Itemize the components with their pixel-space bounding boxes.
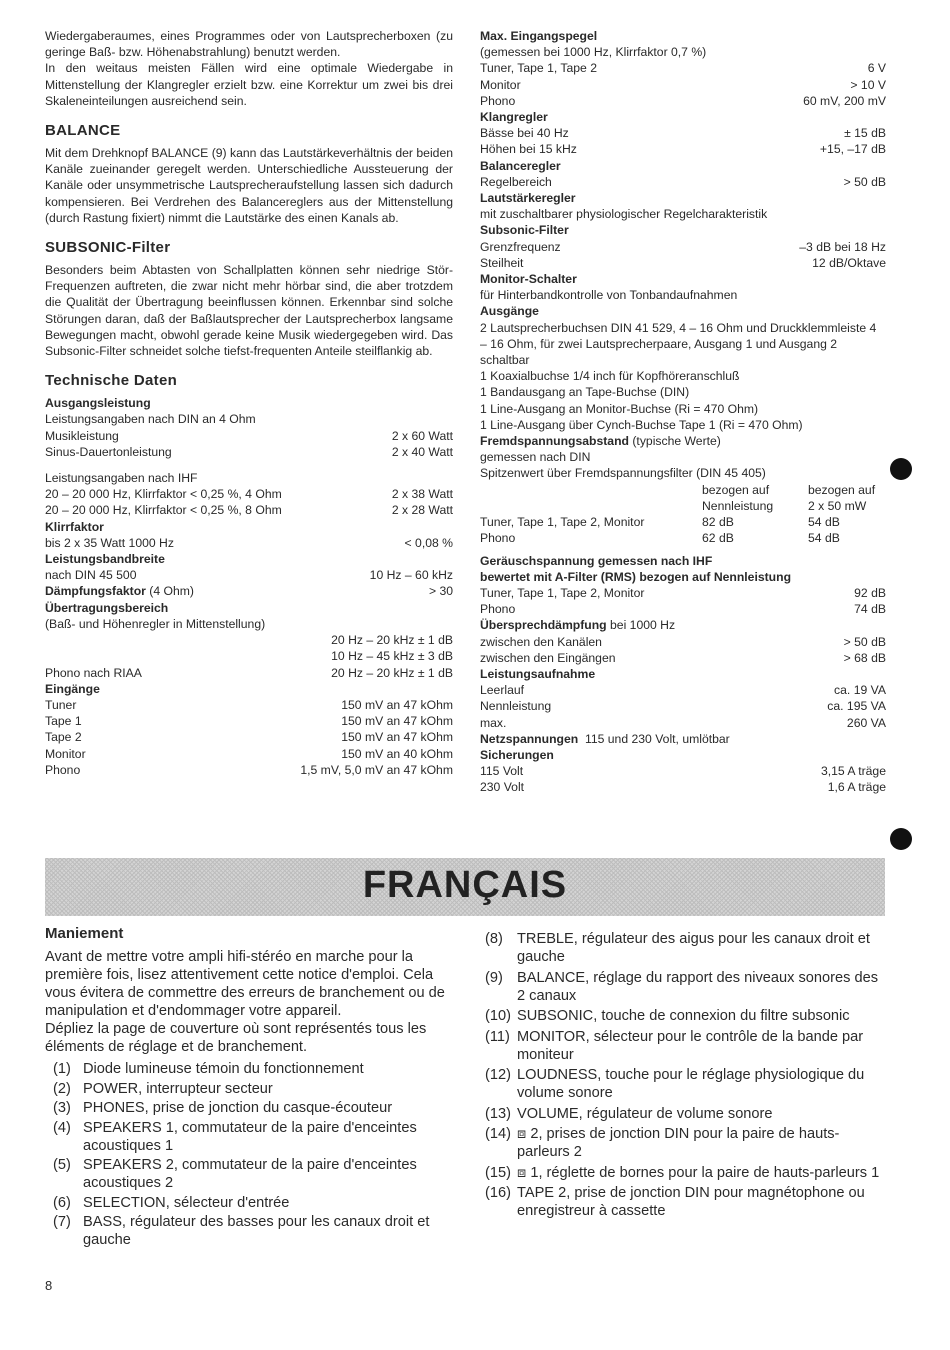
fremd-note-2: Spitzenwert über Fremdspannungsfilter (DIN 45 405) [480,466,766,481]
fremd-header: bezogen auf [808,482,876,497]
french-left-column [45,925,455,1251]
spec-row: zwischen den Eingängen > 68 dB [480,650,886,665]
fremd-title: Fremdspannungsabstand (typische Werte) [480,434,721,449]
spec-row: 10 Hz – 45 kHz ± 3 dB [331,649,453,664]
tech-data-heading: Technische Daten [45,372,178,390]
ausgaenge-line: 1 Koaxialbuchse 1/4 inch für Kopfhöreranschluß [480,369,740,384]
list-item: (7) BASS, régulateur des basses pour les canaux droit et gauche [53,1214,430,1248]
spec-row: 230 Volt 1,6 A träge [480,780,886,795]
left-column [45,28,453,778]
netz-row: Netzspannungen 115 und 230 Volt, umlötbar [480,731,730,746]
list-item: (13) VOLUME, régulateur de volume sonore [485,1105,773,1122]
bandbreite-title: Leistungsbandbreite [45,552,165,567]
lautstaerke-title: Lautstärkeregler [480,191,576,206]
fremd-cell: 54 dB [808,515,840,530]
list-item: (6) SELECTION, sélecteur d'entrée [53,1194,290,1211]
right-column [480,28,886,796]
subsonic-heading: SUBSONIC-Filter [45,239,171,257]
spec-row: Sinus-Dauertonleistung 2 x 40 Watt [45,444,453,459]
eingangspegel-title: Max. Eingangspegel [480,29,598,43]
list-item: (5) SPEAKERS 2, commutateur de la paire d'enceintes acoustiques 2 [53,1157,417,1191]
spec-row: zwischen den Kanälen > 50 dB [480,634,886,649]
ausgaenge-title: Ausgänge [480,304,539,319]
spec-row: Tuner, Tape 1, Tape 2, Monitor 92 dB [480,585,886,600]
fremd-cell: 82 dB [702,515,734,530]
ausgaenge-line: 2 Lautsprecherbuchsen DIN 41 529, 4 – 16 Ohm und Druckklemmleiste 4 – 16 Ohm, für zwei Lautsprecherpaare, Ausgang 1 und Ausgang 2 schaltbar [480,320,877,368]
spec-row: 20 – 20 000 Hz, Klirrfaktor < 0,25 %, 8 Ohm 2 x 28 Watt [45,503,453,518]
list-item: (10) SUBSONIC, touche de connexion du filtre subsonic [485,1008,850,1024]
spec-row: Steilheit 12 dB/Oktave [480,255,886,270]
ausgaenge-line: 1 Bandausgang an Tape-Buchse (DIN) [480,385,690,400]
maniement-heading: Maniement [45,925,124,942]
fremd-note-1: gemessen nach DIN [480,450,591,465]
fremd-cell: 62 dB [702,531,734,546]
spec-row: Phono nach RIAA 20 Hz – 20 kHz ± 1 dB [45,665,453,680]
eingaenge-title: Eingänge [45,681,100,696]
list-item: (3) PHONES, prise de jonction du casque-écouteur [53,1100,393,1116]
intro-paragraph-2: In den weitaus meisten Fällen wird eine optimale Wiedergabe in Mittenstellung der Klangregler erzielt bzw. eine Korrektur um zwei bis drei Skaleneinteilungen ausreichend sein. [45,61,453,108]
fremd-header: 2 x 50 mW [808,498,867,513]
sicherungen-title: Sicherungen [480,747,554,762]
fremd-cell: 54 dB [808,531,840,546]
klirrfaktor-title: Klirrfaktor [45,519,104,534]
klangregler-title: Klangregler [480,110,548,125]
list-item: (14) ⧈ 2, prises de jonction DIN pour la paire de hauts-parleurs 2 [485,1126,840,1160]
list-item: (15) ⧈ 1, réglette de bornes pour la paire de hauts-parleurs 1 [485,1164,880,1181]
ausgangsleistung-note: Leistungsangaben nach DIN an 4 Ohm [45,412,256,427]
spec-row: Grenzfrequenz –3 dB bei 18 Hz [480,239,886,254]
geraeusch-title-1: Geräuschspannung gemessen nach IHF [480,553,713,568]
spec-row: 115 Volt 3,15 A träge [480,764,886,779]
spec-row: Musikleistung 2 x 60 Watt [45,428,453,443]
ihf-note: Leistungsangaben nach IHF [45,471,198,486]
balanceregler-title: Balanceregler [480,158,561,173]
list-item: (12) LOUDNESS, touche pour le réglage physiologique du volume sonore [485,1067,865,1101]
spec-row: nach DIN 45 500 10 Hz – 60 kHz [45,568,453,583]
daempfung-row: Dämpfungsfaktor (4 Ohm) > 30 [45,584,453,599]
ausgangsleistung-title: Ausgangsleistung [45,396,151,411]
list-item: (1) Diode lumineuse témoin du fonctionnement [53,1061,364,1077]
balance-heading: BALANCE [45,122,121,140]
spec-row: Regelbereich > 50 dB [480,174,886,189]
binder-hole-icon [890,458,912,480]
list-item: (8) TREBLE, régulateur des aigus pour les canaux droit et gauche [485,931,870,965]
spec-row: Phono 60 mV, 200 mV [480,93,886,108]
spec-row: Bässe bei 40 Hz ± 15 dB [480,126,886,141]
uebersprech-title: Übersprechdämpfung bei 1000 Hz [480,618,676,633]
fremd-header: Nennleistung [702,498,774,513]
spec-row: 20 – 20 000 Hz, Klirrfaktor < 0,25 %, 4 Ohm 2 x 38 Watt [45,487,453,502]
list-item: (2) POWER, interrupteur secteur [53,1080,273,1097]
french-right-column [485,930,885,1223]
leistungsaufnahme-title: Leistungsaufnahme [480,666,596,681]
spec-row: max. 260 VA [480,715,886,730]
french-paragraph-1: Avant de mettre votre ampli hifi-stéréo en marche pour la première fois, lisez attentivement cette notice d'emploi. Cela vous évitera de commettre des erreurs de branchement ou de manipulation et d'endommager votre appareil. [45,949,445,1019]
list-item: (11) MONITOR, sélecteur pour le contrôle de la bande par moniteur [485,1028,864,1063]
fremd-cell: Phono [480,531,516,546]
ausgaenge-line: 1 Line-Ausgang über Cynch-Buchse Tape 1 (Ri = 470 Ohm) [480,417,803,432]
balance-text: Mit dem Drehknopf BALANCE (9) kann das Lautstärkeverhältnis der beiden Kanäle zueinander geregelt werden. Unterschiedliche Aussteuerung der Kanäle oder unsymmetrische Lautsprecheraufstellung lassen sich dadurch kompensieren. Bei Verdrehen des Balancereglers aus der Mittenstellung (durch Rastung fixiert) nimmt die Lautstärke des einen Kanals ab. [45,146,453,225]
lautstaerke-text: mit zuschaltbarer physiologischer Regelcharakteristik [480,207,768,222]
spec-row: Tape 1 150 mV an 47 kOhm [45,714,453,729]
section-banner [45,858,885,916]
banner-title: FRANÇAIS [362,864,568,906]
geraeusch-title-2: bewertet mit A-Filter (RMS) bezogen auf Nennleistung [480,569,792,584]
spec-row: 20 Hz – 20 kHz ± 1 dB [331,633,453,648]
spec-row: Tape 2 150 mV an 47 kOhm [45,730,453,745]
intro-paragraph-1: Wiedergaberaumes, eines Programmes oder von Lautsprecherboxen (zu geringe Baß- bzw. Höhenabstrahlung) benutzt werden. [45,29,453,60]
ausgaenge-line: 1 Line-Ausgang an Monitor-Buchse (Ri = 470 Ohm) [480,401,759,416]
eingangspegel-note: (gemessen bei 1000 Hz, Klirrfaktor 0,7 %) [480,45,707,60]
spec-row: Tuner, Tape 1, Tape 2 6 V [480,61,886,76]
subsonic-text: Besonders beim Abtasten von Schallplatten können sehr niedrige Stör-Frequenzen auftreten, die zwar nicht mehr hörbar sind, die aber trotzdem die Qualität der Übertragung beeinflussen können. Erkennbar sind solche Störungen daran, daß der Baßlautsprecher der Lautsprecherbox langsame Bewegungen macht, obwohl gerade keine Musik wiedergegeben wird. Das Subsonic-Filter schneidet solche tiefst-frequenten Anteile steilflankig ab. [45,263,453,359]
spec-row: Phono 74 dB [480,602,886,617]
fremd-cell: Tuner, Tape 1, Tape 2, Monitor [480,515,645,530]
french-paragraph-2: Dépliez la page de couverture où sont représentés tous les éléments de réglage et de branchement. [45,1021,427,1055]
spec-row: Leerlauf ca. 19 VA [480,683,886,698]
spec-row: Monitor 150 mV an 40 kOhm [45,746,453,761]
list-item: (16) TAPE 2, prise de jonction DIN pour magnétophone ou enregistreur à cassette [485,1185,865,1219]
list-item: (4) SPEAKERS 1, commutateur de la paire d'enceintes acoustiques 1 [53,1119,417,1154]
fremd-header: bezogen auf [702,482,770,497]
monitor-text: für Hinterbandkontrolle von Tonbandaufnahmen [480,288,738,303]
spec-row: Tuner 150 mV an 47 kOhm [45,697,453,712]
binder-hole-icon [890,828,912,850]
fremd-table [480,482,886,547]
list-item: (9) BALANCE, réglage du rapport des niveaux sonores des 2 canaux [485,969,879,1004]
spec-row: Höhen bei 15 kHz +15, –17 dB [480,142,886,157]
monitor-title: Monitor-Schalter [480,272,577,287]
uebertragung-title: Übertragungsbereich [45,600,169,615]
spec-row: bis 2 x 35 Watt 1000 Hz < 0,08 % [45,535,453,550]
spec-row: Nennleistung ca. 195 VA [480,699,886,714]
page-number: 8 [45,1278,53,1293]
spec-row: Monitor > 10 V [480,77,886,92]
uebertragung-note: (Baß- und Höhenregler in Mittenstellung) [45,616,266,631]
subsonic-spec-title: Subsonic-Filter [480,223,569,238]
spec-row: Phono 1,5 mV, 5,0 mV an 47 kOhm [45,762,453,777]
